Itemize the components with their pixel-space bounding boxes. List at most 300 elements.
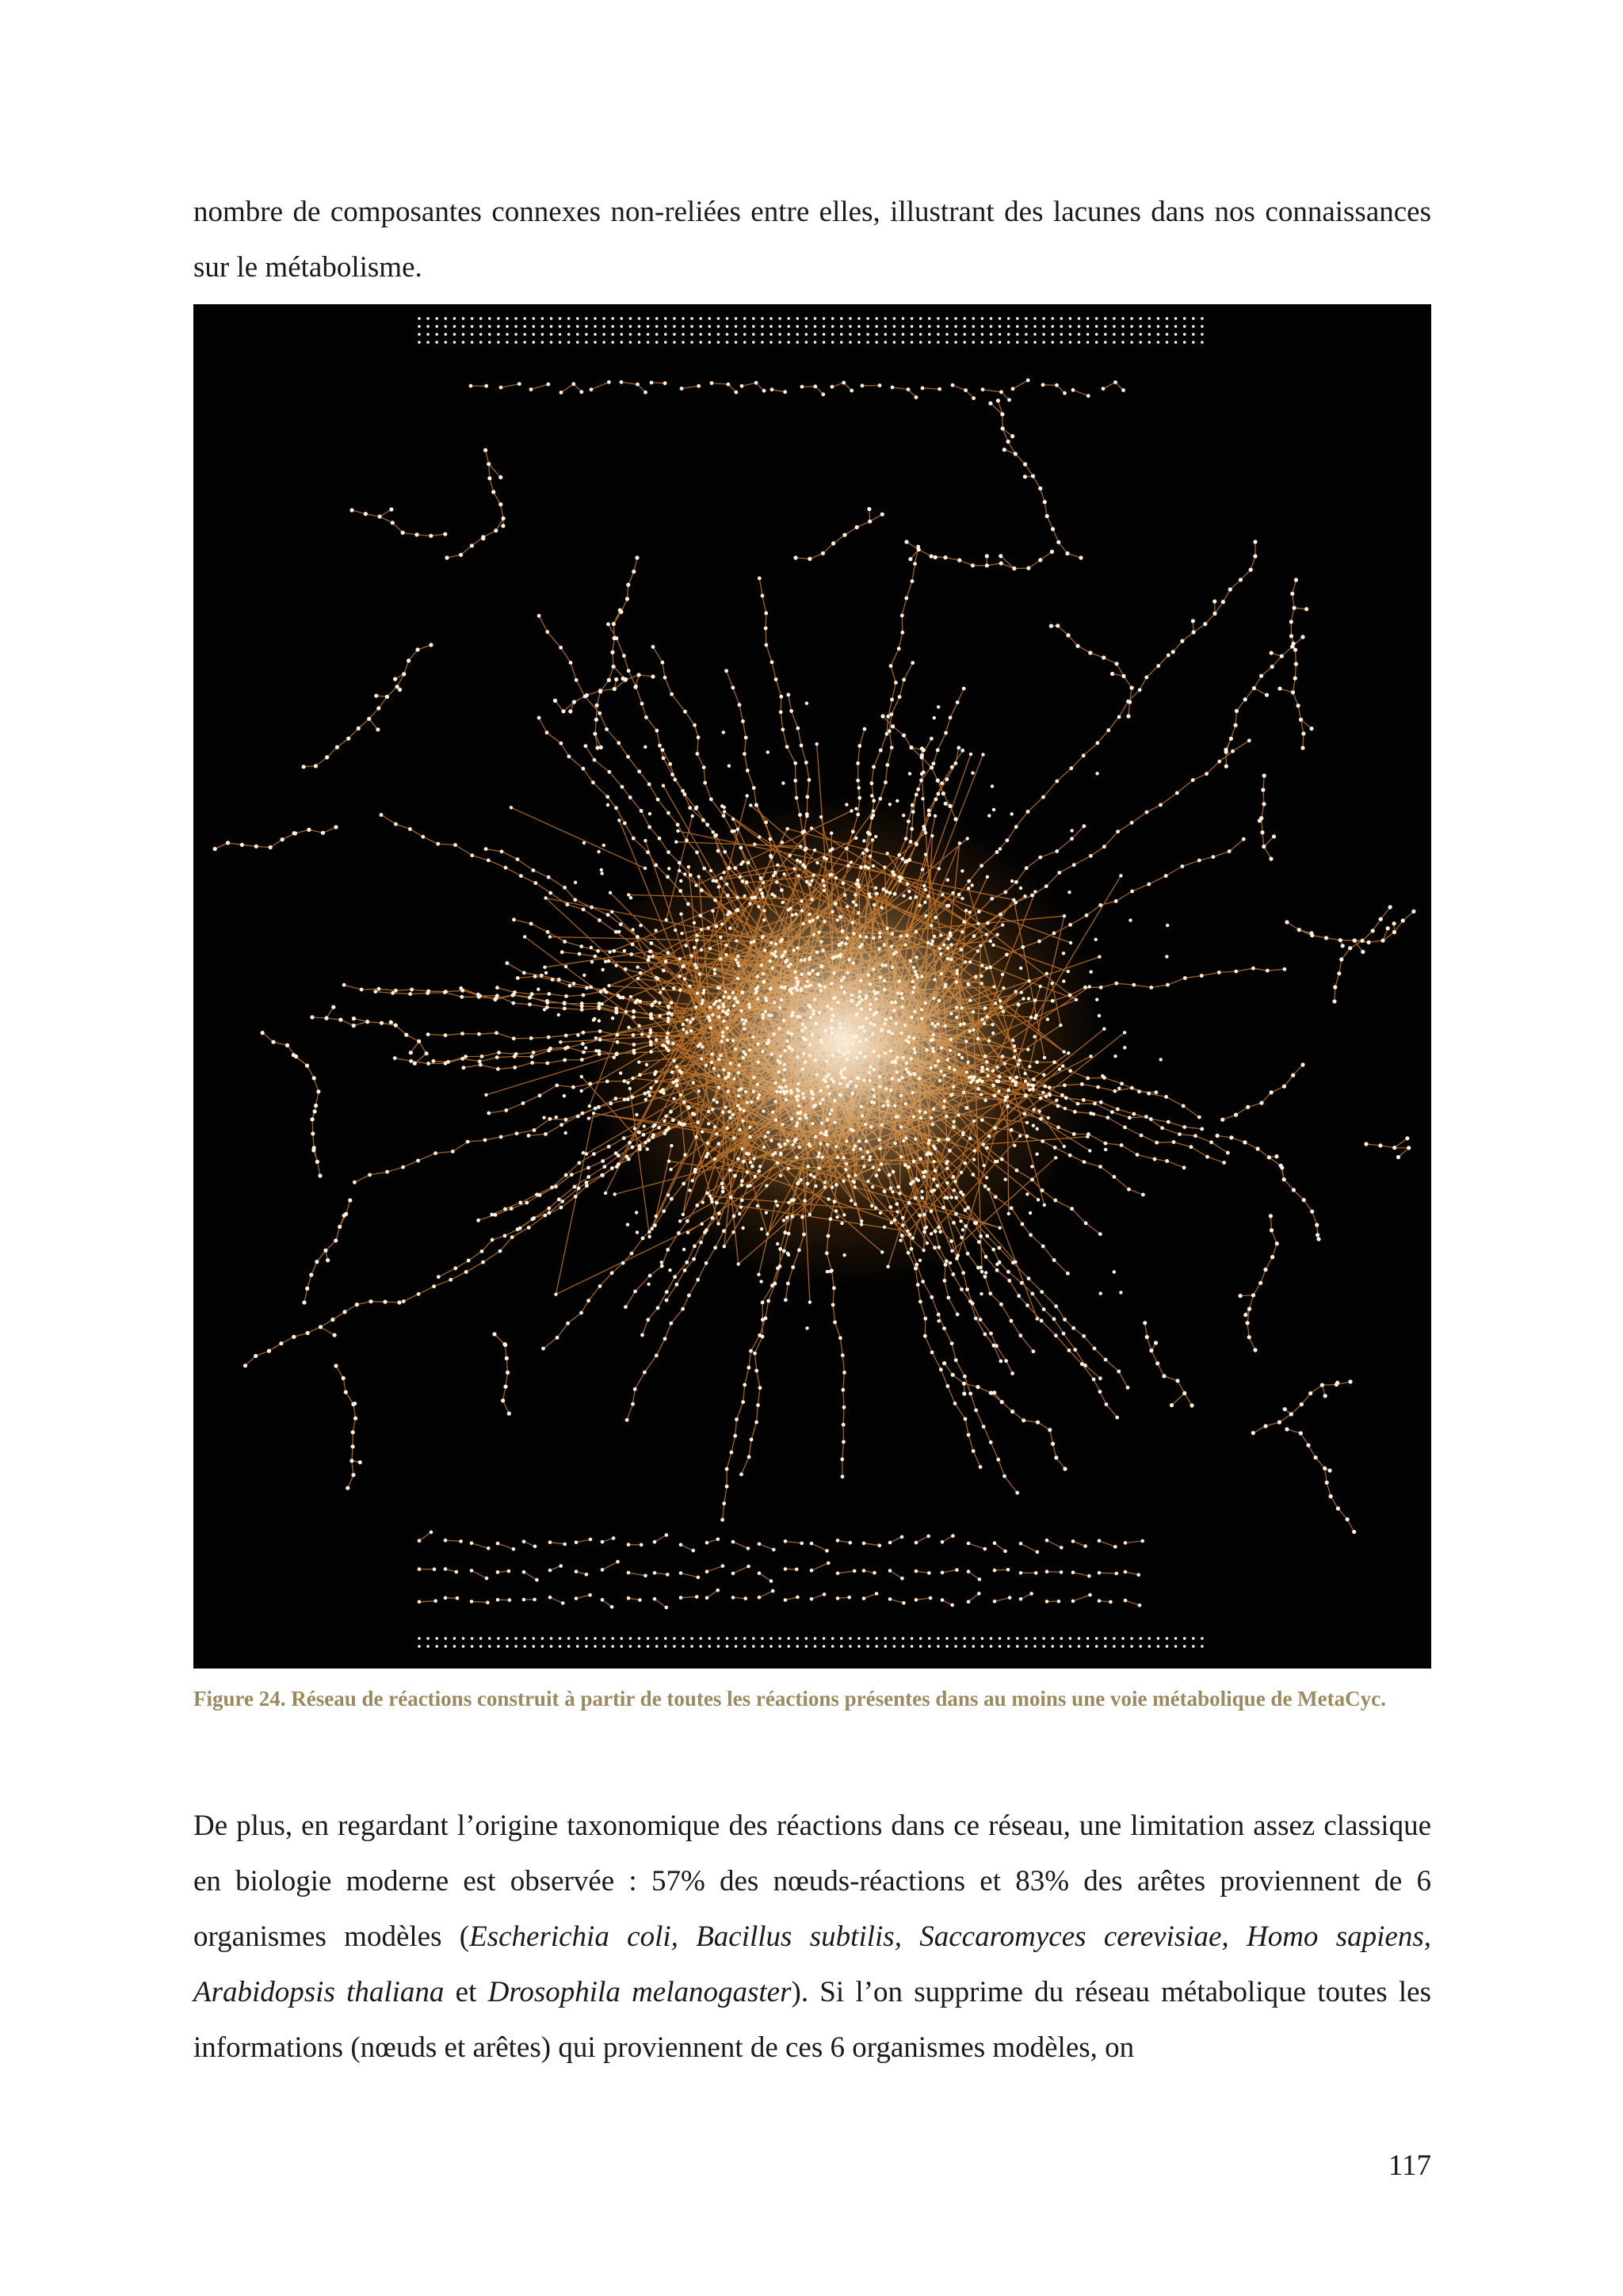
network-node <box>841 929 845 933</box>
network-node <box>849 341 852 344</box>
network-node <box>471 317 474 320</box>
network-node <box>779 1146 782 1149</box>
network-node <box>1086 1132 1090 1136</box>
network-node <box>1095 998 1098 1001</box>
network-node <box>518 1201 522 1205</box>
network-node <box>622 654 626 658</box>
network-node <box>346 737 350 741</box>
network-node <box>643 1092 647 1096</box>
network-node <box>886 1265 889 1268</box>
network-node <box>498 475 502 479</box>
network-node <box>873 1095 876 1098</box>
network-node <box>710 1052 713 1055</box>
network-node <box>928 341 931 344</box>
network-node <box>727 1072 731 1075</box>
network-node <box>919 779 923 783</box>
network-node <box>736 895 739 898</box>
network-node <box>831 541 835 545</box>
network-node <box>740 1199 744 1203</box>
network-node <box>959 1023 962 1026</box>
network-node <box>647 826 651 830</box>
network-node <box>630 1252 634 1256</box>
network-node <box>1346 1517 1350 1521</box>
network-node <box>1037 1198 1040 1201</box>
network-node <box>972 1637 976 1640</box>
network-node <box>873 1050 876 1053</box>
network-node <box>862 839 865 842</box>
network-node <box>872 936 875 940</box>
network-node <box>548 1569 552 1573</box>
network-node <box>1036 1550 1040 1554</box>
network-node <box>658 1014 661 1017</box>
network-node <box>613 687 617 691</box>
network-node <box>858 990 861 994</box>
network-node <box>801 1023 804 1026</box>
network-node <box>724 1077 727 1080</box>
network-node <box>1082 1098 1086 1102</box>
network-node <box>1113 317 1116 320</box>
network-node <box>699 333 702 336</box>
network-node <box>866 1150 869 1154</box>
network-node <box>1121 341 1125 344</box>
network-node <box>889 664 893 668</box>
network-node <box>1315 1223 1319 1227</box>
network-node <box>729 1062 732 1065</box>
network-node <box>701 818 705 822</box>
network-node <box>762 972 765 975</box>
network-node <box>761 341 764 344</box>
network-node <box>827 1234 831 1238</box>
network-node <box>753 842 756 845</box>
network-node <box>670 772 674 776</box>
network-node <box>352 1024 356 1028</box>
network-node <box>671 1042 674 1045</box>
network-node <box>722 1020 725 1023</box>
network-node <box>460 1032 464 1035</box>
network-node <box>611 341 614 344</box>
network-node <box>414 532 418 536</box>
network-node <box>930 834 934 837</box>
network-node <box>666 875 670 879</box>
network-node <box>674 1079 678 1083</box>
network-node <box>991 944 995 947</box>
network-node <box>575 1569 579 1573</box>
network-node <box>559 1206 563 1210</box>
network-node <box>898 695 902 699</box>
network-node <box>942 1326 946 1330</box>
network-node <box>1130 341 1133 344</box>
network-node <box>692 1081 695 1084</box>
network-node <box>598 1038 602 1042</box>
network-node <box>1045 1539 1049 1543</box>
network-node <box>800 959 803 962</box>
network-node <box>995 1066 999 1069</box>
network-node <box>497 1645 500 1648</box>
network-node <box>678 869 681 872</box>
network-node <box>957 1053 960 1056</box>
network-node <box>585 1152 588 1155</box>
network-node <box>1051 527 1055 531</box>
network-node <box>1068 994 1072 997</box>
network-node <box>632 1043 636 1047</box>
network-node <box>959 1219 962 1222</box>
network-node <box>813 997 816 1001</box>
network-node <box>950 1341 954 1345</box>
network-node <box>820 1156 823 1159</box>
network-node <box>495 986 499 990</box>
network-node <box>1102 1028 1106 1031</box>
network-node <box>760 1227 763 1230</box>
network-node <box>683 1153 686 1156</box>
network-node <box>752 1076 755 1079</box>
network-node <box>418 341 421 344</box>
network-node <box>990 317 993 320</box>
network-node <box>1105 1402 1109 1406</box>
network-node <box>1104 1142 1108 1146</box>
network-node <box>556 1336 559 1340</box>
network-node <box>937 333 940 336</box>
network-node <box>988 966 992 970</box>
network-node <box>1201 333 1204 336</box>
network-node <box>857 1645 861 1648</box>
network-node <box>1043 1203 1046 1207</box>
network-node <box>795 1568 799 1572</box>
network-node <box>930 1209 934 1213</box>
network-node <box>1226 1151 1230 1155</box>
network-node <box>1155 1090 1159 1094</box>
network-node <box>961 1271 965 1275</box>
network-node <box>1030 1084 1033 1087</box>
network-node <box>1323 1466 1327 1470</box>
network-node <box>902 1637 905 1640</box>
network-node <box>804 865 808 869</box>
network-node <box>960 897 964 900</box>
network-node <box>625 1155 629 1159</box>
network-node <box>692 1549 696 1553</box>
network-node <box>530 1061 534 1065</box>
network-node <box>1012 566 1016 570</box>
network-node <box>808 1043 812 1046</box>
network-node <box>1229 1135 1233 1139</box>
network-node <box>559 325 562 328</box>
network-node <box>769 341 773 344</box>
network-node <box>770 387 774 391</box>
network-node <box>951 1373 955 1377</box>
paragraph-bottom <box>193 1798 1431 2076</box>
network-node <box>717 1645 720 1648</box>
network-node <box>481 1261 485 1264</box>
network-node <box>949 1239 953 1243</box>
network-node <box>629 325 632 328</box>
network-node <box>1054 1455 1058 1459</box>
network-node <box>914 970 917 973</box>
network-node <box>849 1080 852 1083</box>
network-node <box>326 1258 330 1262</box>
network-node <box>1277 1421 1281 1425</box>
network-node <box>1026 379 1030 383</box>
network-node <box>679 913 682 916</box>
network-node <box>477 995 481 999</box>
network-node <box>647 333 650 336</box>
network-node <box>535 1192 539 1196</box>
network-node <box>678 1219 682 1222</box>
network-node <box>1040 1319 1044 1323</box>
network-node <box>1136 1573 1140 1577</box>
network-node <box>314 1104 318 1108</box>
network-node <box>312 1146 316 1150</box>
network-node <box>741 1119 744 1123</box>
network-node <box>1060 317 1064 320</box>
paragraph-bottom-part1: De plus, en regardant l’origine taxonomique des réactions dans ce réseau, une limitation assez classique en biologie moderne est observée : 57% des nœuds-réactions et 83% des arêtes proviennent de 6 organismes modèles ( <box>193 1810 1431 1953</box>
network-node <box>721 1031 724 1034</box>
network-node <box>705 1192 709 1196</box>
network-node <box>776 864 779 867</box>
network-node <box>1381 939 1384 943</box>
network-node <box>559 1637 562 1640</box>
network-node <box>597 850 600 853</box>
network-node <box>960 869 964 872</box>
network-node <box>981 387 985 391</box>
network-node <box>963 325 966 328</box>
network-node <box>907 1070 910 1074</box>
network-node <box>850 1199 853 1202</box>
network-node <box>410 988 414 992</box>
network-node <box>869 855 872 858</box>
network-node <box>590 387 594 391</box>
network-node <box>669 1322 673 1325</box>
network-node <box>898 875 902 879</box>
network-node <box>861 1114 864 1117</box>
network-node <box>995 1160 999 1163</box>
network-node <box>611 333 614 336</box>
network-node <box>736 961 739 964</box>
network-node <box>796 1098 799 1101</box>
network-node <box>1099 1100 1103 1104</box>
network-node <box>855 1003 858 1006</box>
network-node <box>700 888 704 892</box>
network-node <box>587 1116 590 1119</box>
network-node <box>952 1125 956 1129</box>
network-node <box>870 1100 873 1104</box>
network-node <box>1201 317 1204 320</box>
network-node <box>342 983 346 987</box>
network-node <box>991 1084 995 1088</box>
network-node <box>726 317 729 320</box>
network-node <box>506 325 509 328</box>
network-node <box>967 983 970 986</box>
network-node <box>831 1054 834 1057</box>
network-node <box>1174 317 1178 320</box>
network-node <box>643 1124 646 1127</box>
network-node <box>779 1055 782 1058</box>
network-node <box>890 698 894 702</box>
network-node <box>876 892 879 895</box>
network-node <box>946 1058 949 1061</box>
network-node <box>789 1014 792 1017</box>
network-node <box>647 1035 651 1038</box>
network-node <box>637 1060 640 1063</box>
network-node <box>997 1079 1001 1083</box>
network-node <box>854 1035 857 1038</box>
network-node <box>499 386 503 390</box>
network-node <box>977 1240 981 1244</box>
network-node <box>1275 1241 1279 1245</box>
network-node <box>589 986 593 990</box>
network-node <box>1033 1645 1037 1648</box>
network-node <box>603 1165 607 1169</box>
network-node <box>781 1123 784 1126</box>
network-node <box>932 1033 935 1036</box>
network-node <box>305 1287 309 1291</box>
network-node <box>850 1127 853 1131</box>
network-node <box>740 384 744 388</box>
network-node <box>683 872 686 875</box>
network-node <box>955 1016 958 1019</box>
network-node <box>980 1292 983 1295</box>
network-node <box>1117 1087 1121 1090</box>
network-node <box>705 1154 708 1158</box>
network-node <box>823 1185 827 1188</box>
network-node <box>786 693 790 697</box>
network-node <box>1055 383 1059 387</box>
network-node <box>778 341 781 344</box>
network-node <box>901 1076 904 1079</box>
network-node <box>629 317 632 320</box>
network-node <box>913 562 917 566</box>
network-node <box>874 835 877 838</box>
network-node <box>940 781 944 785</box>
network-node <box>495 1055 499 1059</box>
network-node <box>666 1193 670 1196</box>
network-node <box>674 929 677 932</box>
network-node <box>859 865 863 869</box>
network-node <box>1121 317 1125 320</box>
network-node <box>796 1089 800 1093</box>
network-node <box>1293 677 1297 681</box>
network-node <box>685 1031 689 1034</box>
network-node <box>789 1091 792 1094</box>
network-node <box>573 1185 577 1189</box>
network-node <box>1062 979 1065 982</box>
network-node <box>825 1549 829 1553</box>
network-node <box>409 1051 413 1055</box>
network-node <box>826 1005 829 1008</box>
network-node <box>653 1000 657 1004</box>
network-node <box>670 1070 674 1074</box>
network-node <box>1078 325 1081 328</box>
network-node <box>711 910 714 913</box>
network-node <box>653 1123 657 1127</box>
network-node <box>811 969 814 972</box>
network-node <box>972 1028 975 1032</box>
network-node <box>869 1079 872 1082</box>
network-node <box>853 1569 857 1573</box>
network-node <box>743 317 747 320</box>
network-node <box>830 1019 833 1022</box>
network-node <box>934 555 938 559</box>
network-node <box>968 1137 972 1141</box>
network-node <box>705 1596 709 1600</box>
network-node <box>638 1144 642 1148</box>
network-node <box>621 1645 624 1648</box>
network-node <box>971 1302 975 1306</box>
network-node <box>941 1571 945 1575</box>
network-node <box>1148 325 1151 328</box>
network-node <box>748 1005 751 1009</box>
network-node <box>787 908 790 911</box>
network-node <box>599 990 603 994</box>
network-node <box>812 919 815 922</box>
network-node <box>823 1637 826 1640</box>
network-node <box>865 994 868 997</box>
network-node <box>872 765 876 769</box>
network-node <box>878 936 881 939</box>
network-node <box>316 1089 320 1093</box>
network-node <box>561 1601 565 1605</box>
network-node <box>1130 686 1134 690</box>
network-node <box>999 390 1003 394</box>
network-node <box>638 333 641 336</box>
network-node <box>612 665 616 669</box>
network-node <box>979 944 982 947</box>
network-node <box>481 536 485 540</box>
network-node <box>585 333 588 336</box>
network-node <box>507 1569 511 1573</box>
network-node <box>847 1596 851 1600</box>
network-node <box>512 1547 516 1551</box>
network-node <box>1016 341 1019 344</box>
network-node <box>1031 1292 1035 1296</box>
network-node <box>1063 1050 1066 1053</box>
reaction-network-graph <box>193 304 1431 1669</box>
network-node <box>915 1569 918 1573</box>
network-node <box>627 669 631 673</box>
network-node <box>1325 1481 1329 1485</box>
network-node <box>1014 452 1018 456</box>
network-node <box>934 1146 938 1150</box>
network-node <box>879 975 882 978</box>
network-node <box>426 317 430 320</box>
network-node <box>1113 1175 1117 1179</box>
network-node <box>470 1600 474 1604</box>
network-node <box>823 889 826 892</box>
network-node <box>651 1227 654 1230</box>
network-node <box>836 1539 840 1543</box>
network-node <box>823 341 826 344</box>
network-node <box>765 643 769 647</box>
network-node <box>1130 890 1134 894</box>
network-node <box>801 1036 804 1039</box>
network-node <box>1062 1332 1066 1336</box>
network-node <box>497 341 500 344</box>
network-node <box>890 712 894 716</box>
network-node <box>1072 863 1076 867</box>
network-node <box>1121 325 1125 328</box>
network-node <box>842 1440 846 1444</box>
network-node <box>1246 1105 1250 1109</box>
network-node <box>726 1039 729 1042</box>
network-node <box>506 1371 510 1375</box>
network-node <box>787 1645 790 1648</box>
network-node <box>909 959 912 963</box>
network-node <box>787 1031 790 1034</box>
network-node <box>724 990 727 994</box>
network-node <box>1024 1079 1027 1082</box>
network-node <box>394 989 398 993</box>
network-node <box>854 1185 857 1188</box>
network-node <box>1246 1321 1250 1325</box>
network-node <box>281 837 285 841</box>
